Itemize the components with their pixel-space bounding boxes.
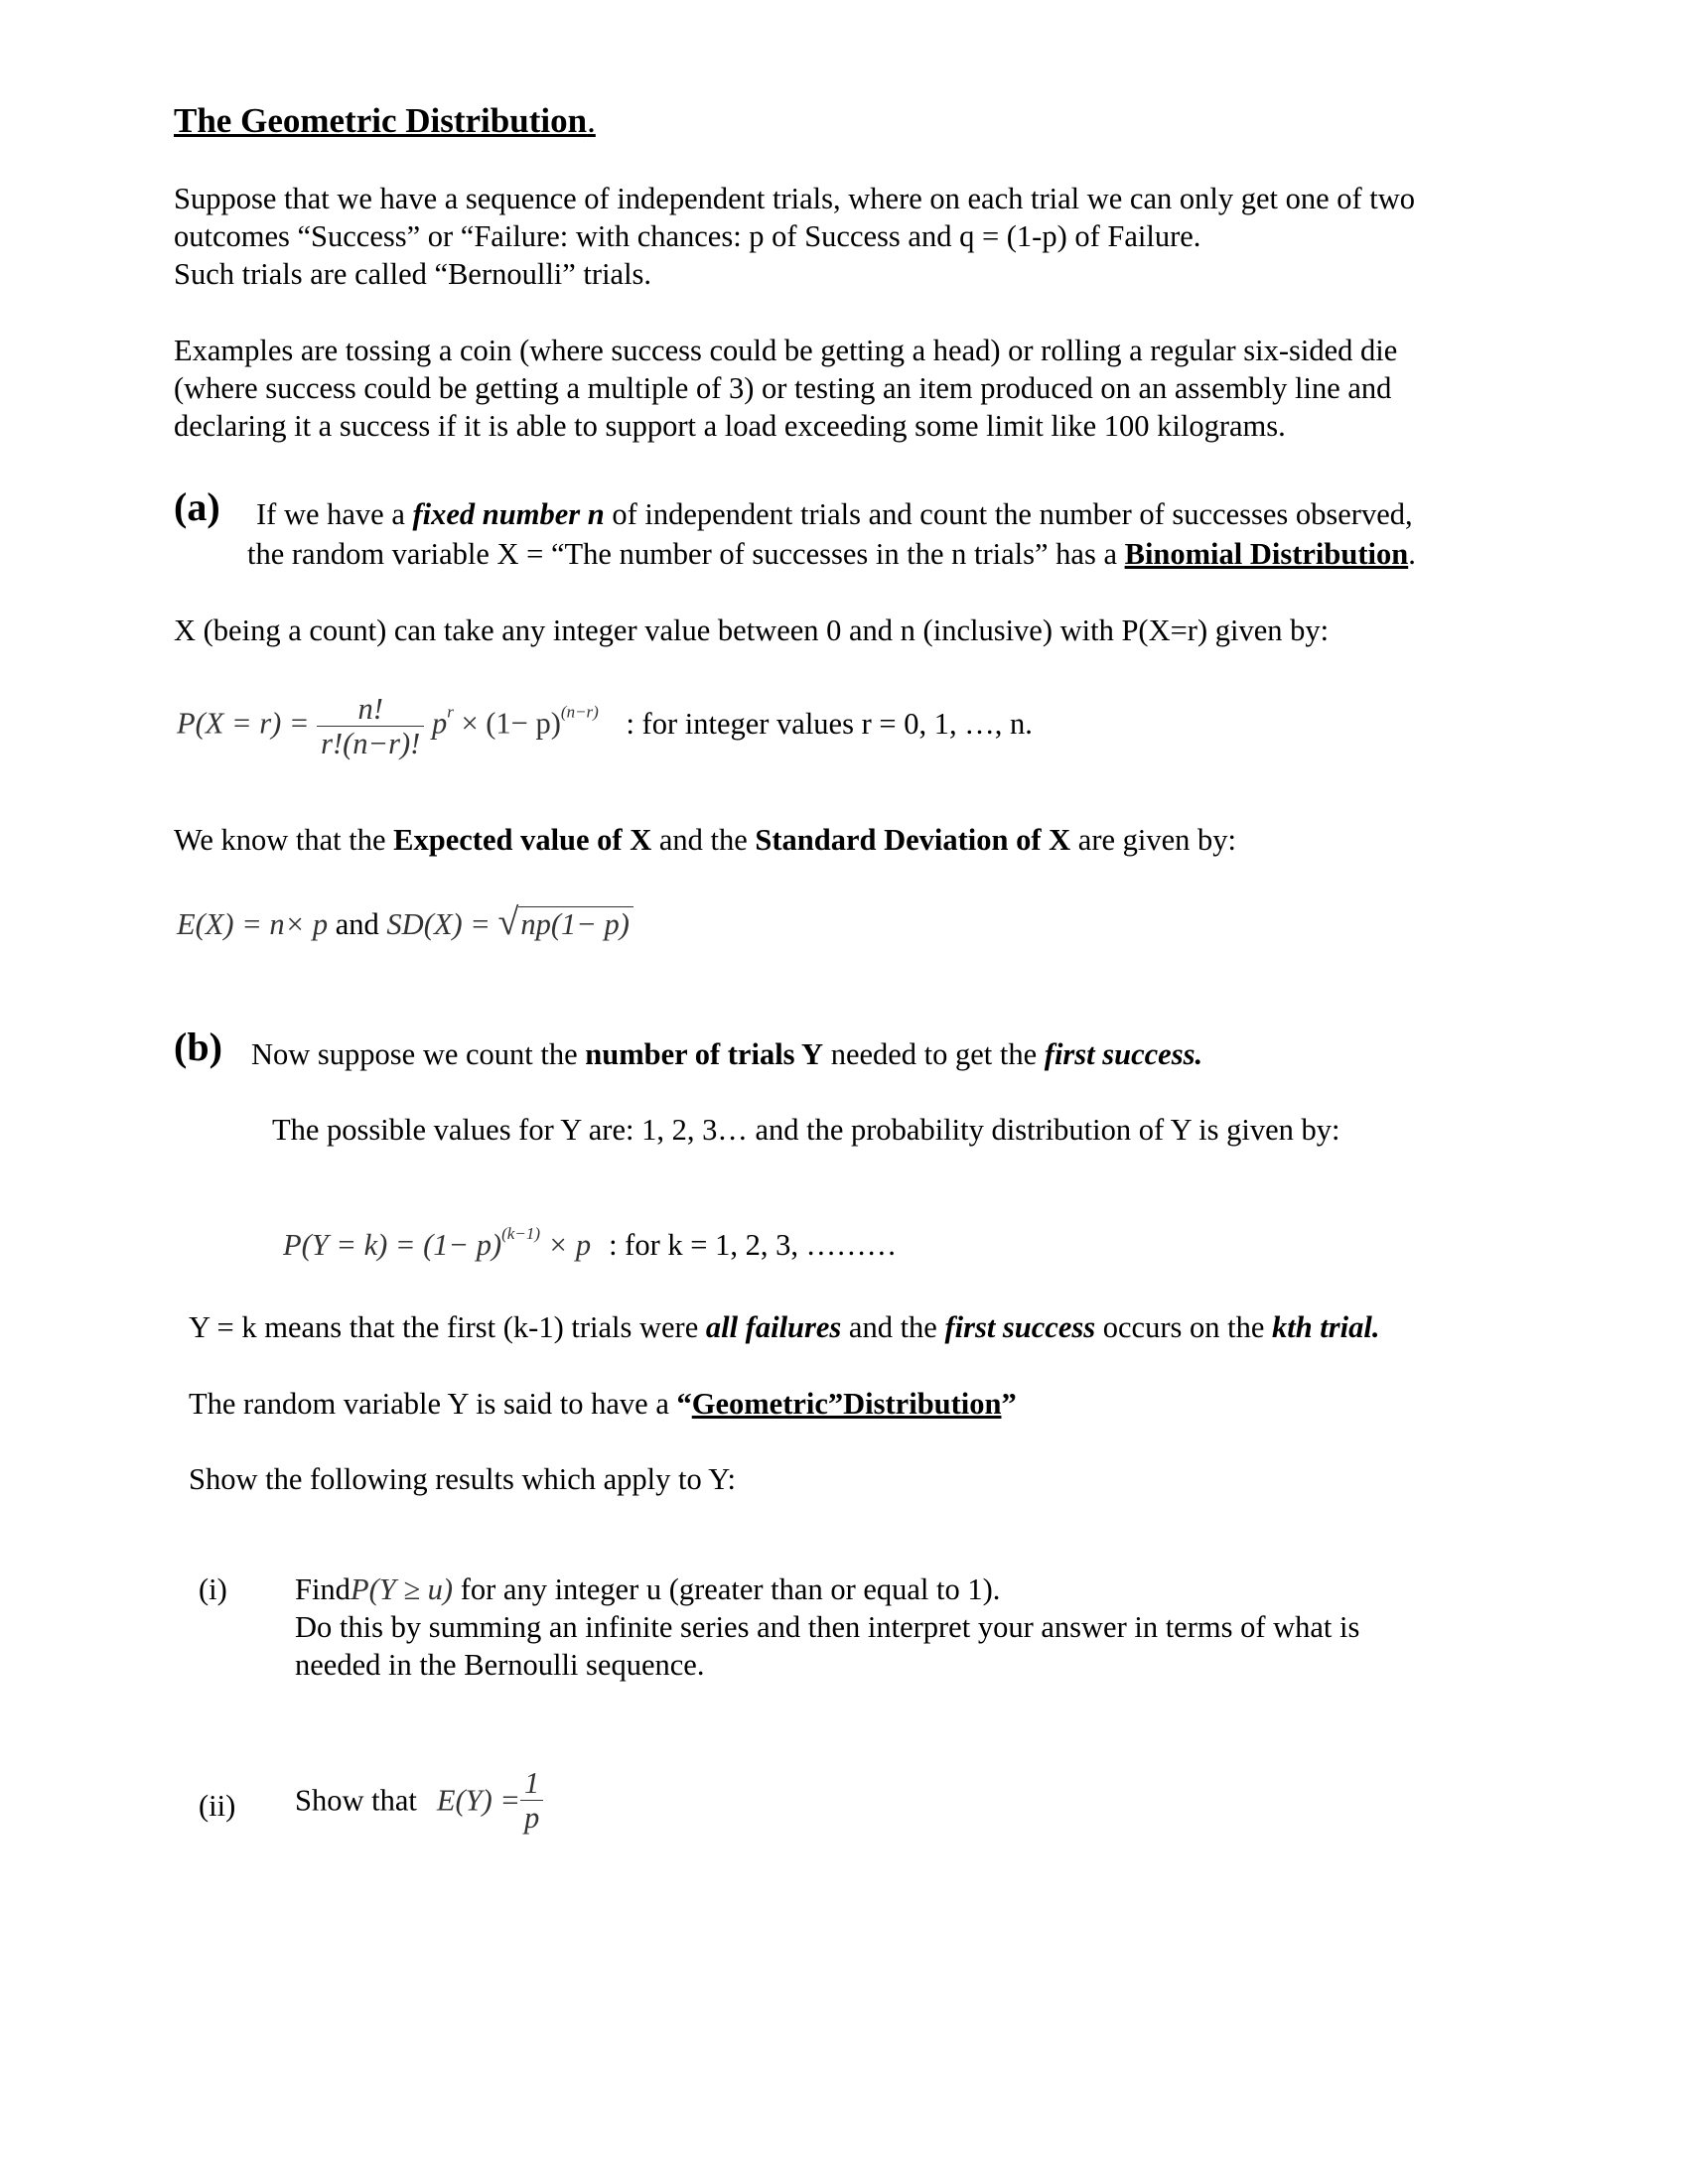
formula-lhs: P(Y = k) = (1− p): [283, 1228, 502, 1262]
text-run: If we have a: [256, 497, 413, 531]
text-run: the random variable X = “The number of successes in the n trials” has a: [247, 537, 1125, 571]
part-a-line2: [247, 535, 1416, 573]
text-run: and: [328, 907, 387, 941]
emphasis-fixed-n: fixed number n: [412, 497, 605, 531]
exponent-r: r: [447, 702, 454, 722]
geometric-formula: [283, 1226, 897, 1264]
part-a-line1: [256, 495, 1413, 533]
examples-paragraph: [174, 332, 1397, 445]
intro-paragraph: [174, 180, 1415, 293]
item-ii-label: (ii): [199, 1789, 236, 1823]
one-over-p: [520, 1766, 543, 1835]
item-i-line2: Do this by summing an infinite series and then interpret your answer in terms of what is: [295, 1610, 1360, 1644]
exponent-n-minus-r: (n−r): [560, 702, 599, 722]
text-run: are given by:: [1070, 823, 1236, 857]
intro-line: Such trials are called “Bernoulli” trials.: [174, 257, 652, 291]
text-run: We know that the: [174, 823, 394, 857]
text-run: .: [1408, 537, 1416, 571]
formula-lhs: P(X = r) =: [177, 706, 310, 741]
possible-values-statement: The possible values for Y are: 1, 2, 3… and the probability distribution of Y is given by:: [272, 1113, 1340, 1147]
binomial-formula: [177, 692, 1033, 760]
kth-trial-term: kth trial.: [1272, 1310, 1380, 1344]
sd-lhs: SD(X) =: [386, 907, 491, 941]
standard-deviation-term: Standard Deviation of X: [755, 823, 1071, 857]
text-run: for any integer u (greater than or equal to 1).: [453, 1572, 1001, 1606]
text-run: needed to get the: [823, 1037, 1045, 1071]
first-success-term: first success: [944, 1310, 1096, 1344]
expected-value-formula: E(X) = n× p: [177, 907, 329, 941]
item-ii-text: [295, 1766, 543, 1835]
number-of-trials-term: number of trials Y: [585, 1037, 824, 1071]
text-run: occurs on the: [1095, 1310, 1272, 1344]
geometric-distribution-term: Geometric”Distribution: [691, 1387, 1002, 1421]
show-following-statement: Show the following results which apply to Y:: [189, 1462, 736, 1496]
examples-line: Examples are tossing a coin (where success could be getting a head) or rolling a regular six-sided die: [174, 334, 1398, 367]
text-run: of independent trials and count the number of successes observed,: [604, 497, 1413, 531]
geometric-statement: [189, 1385, 1017, 1423]
fraction-denominator: p: [523, 1801, 540, 1835]
formula-times-p: × p: [539, 1228, 592, 1262]
prob-y-ge-u: P(Y ≥ u): [350, 1572, 454, 1606]
item-i-line1: [295, 1570, 1359, 1608]
sd-radicand: np(1− p): [518, 906, 633, 941]
page-title: [174, 99, 596, 143]
text-run: Now suppose we count the: [251, 1037, 586, 1071]
formula-note: : for k = 1, 2, 3, ………: [609, 1228, 898, 1262]
text-run: and the: [651, 823, 756, 857]
range-statement: X (being a count) can take any integer value between 0 and n (inclusive) with P(X=r) given by:: [174, 614, 1330, 647]
fraction-numerator: 1: [520, 1766, 543, 1801]
expected-value-term: Expected value of X: [393, 823, 652, 857]
open-quote: “: [676, 1387, 692, 1421]
part-a-label: (a): [174, 484, 220, 529]
item-i-line3: needed in the Bernoulli sequence.: [295, 1648, 705, 1682]
formula-p: p: [431, 706, 448, 741]
title-text: The Geometric Distribution: [174, 101, 588, 140]
expected-sd-statement: [174, 821, 1236, 859]
fraction-numerator: n!: [317, 692, 424, 727]
fraction-denominator: r!(n−r)!: [321, 727, 421, 760]
formula-note: : for integer values r = 0, 1, …, n.: [626, 706, 1033, 741]
text-run: Y = k means that the first (k-1) trials were: [189, 1310, 706, 1344]
part-b-line1: [251, 1035, 1202, 1073]
examples-line: (where success could be getting a multiple of 3) or testing an item produced on an assembly line and: [174, 371, 1392, 405]
item-i-label: (i): [199, 1572, 227, 1606]
intro-line: outcomes “Success” or “Failure: with chances: p of Success and q = (1-p) of Failure.: [174, 219, 1201, 253]
title-period: .: [587, 101, 596, 140]
formula-times: × (1− p): [453, 706, 561, 741]
ex-sd-formula: [177, 903, 633, 943]
part-b-label: (b): [174, 1024, 222, 1069]
item-i-text: [295, 1570, 1359, 1684]
text-run: Find: [295, 1572, 351, 1606]
text-run: The random variable Y is said to have a: [189, 1387, 677, 1421]
y-equals-k-statement: [189, 1308, 1379, 1346]
intro-line: Suppose that we have a sequence of independent trials, where on each trial we can only get one of two: [174, 182, 1416, 215]
close-quote: ”: [1001, 1387, 1017, 1421]
text-run: Show that: [295, 1783, 417, 1818]
binomial-distribution-term: Binomial Distribution: [1124, 537, 1409, 571]
examples-line: declaring it a success if it is able to support a load exceeding some limit like 100 kilograms.: [174, 409, 1286, 443]
binomial-coefficient: [317, 692, 424, 760]
text-run: and the: [841, 1310, 945, 1344]
first-success-term: first success.: [1044, 1037, 1203, 1071]
expected-y-lhs: E(Y) =: [436, 1783, 520, 1818]
exponent-k-minus-1: (k−1): [501, 1224, 540, 1243]
all-failures-term: all failures: [705, 1310, 842, 1344]
square-root-sign: √: [497, 901, 519, 943]
